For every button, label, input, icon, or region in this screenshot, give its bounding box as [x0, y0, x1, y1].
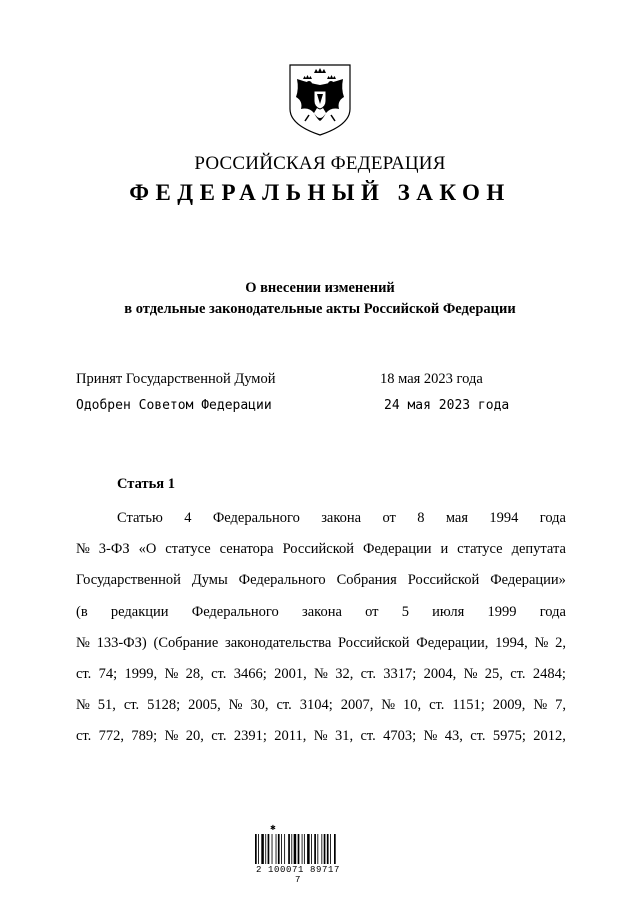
article-word: 8 [417, 510, 425, 526]
article-word: года [539, 603, 566, 620]
article-word: 1151; [452, 697, 485, 714]
article-word: 2484; [532, 665, 566, 682]
article-word: Государственной [76, 572, 181, 589]
barcode-bar [278, 834, 280, 864]
article-word: мая [445, 510, 469, 526]
article-word: 2391; [233, 728, 267, 745]
barcode-bar [327, 834, 329, 864]
barcode-bar [330, 834, 331, 864]
article-word: Собрания [336, 572, 397, 589]
article-word: Федерального [238, 572, 326, 589]
article-word: № [423, 728, 438, 745]
article-word: Федерального [212, 510, 300, 526]
adoption-council-date: 24 мая 2023 года [384, 398, 510, 413]
article-line [76, 538, 566, 569]
article-word: № [534, 634, 549, 651]
article-word: 789; [131, 728, 158, 745]
barcode-bar [314, 834, 316, 864]
article-word: 3104; [299, 697, 333, 714]
article-word: ст. [123, 697, 140, 714]
article-word: 32, [335, 665, 354, 682]
article-word: 1994, [495, 634, 528, 651]
article-word: ст. [470, 728, 486, 745]
article-word: ст. [360, 728, 376, 745]
article-word: 2007, [340, 697, 374, 714]
document-type: ФЕДЕРАЛЬНЫЙ ЗАКОН [129, 180, 511, 205]
article-word: № [313, 728, 328, 745]
article-word: законодательства [225, 634, 332, 651]
law-title [0, 278, 640, 320]
article-word: закона [321, 510, 362, 526]
article-word: 25, [484, 665, 503, 682]
barcode-bar [268, 834, 270, 864]
barcode-number: 2 100071 89717 7 [255, 865, 340, 885]
article-word: ст. [510, 665, 526, 682]
barcode-bar [307, 834, 310, 864]
article-word: статусе [457, 541, 503, 558]
article-word: от [382, 510, 396, 526]
article-word: № [314, 665, 328, 682]
article-word: 1994 [489, 510, 519, 526]
barcode-bar [304, 834, 305, 864]
article-word: редакции [110, 603, 169, 620]
article-word: 10, [403, 697, 422, 714]
article-line [76, 725, 566, 756]
article-word: 5128; [147, 697, 181, 714]
article-word: № [164, 665, 179, 682]
article-word: и [440, 541, 449, 558]
article-word: ст. [429, 697, 445, 714]
article-word: ст. [76, 665, 92, 682]
article-word: 51, [97, 697, 116, 714]
article-word: 43, [444, 728, 463, 745]
article-word: 2001, [274, 665, 307, 682]
adoption-council-label: Одобрен Советом Федерации [76, 398, 272, 413]
article-word: Федерации [363, 541, 432, 558]
article-word: 3-ФЗ [98, 541, 130, 558]
article-word: 2005, [188, 697, 221, 714]
article-word: 28, [185, 665, 204, 682]
article-word: ст. [76, 728, 92, 745]
article-word: 5 [401, 603, 409, 620]
article-word: ст. [211, 665, 227, 682]
article-line [76, 601, 566, 632]
article-line [76, 632, 566, 663]
barcode-bar [302, 834, 303, 864]
article-word: 30, [250, 697, 269, 714]
law-title-line: в отдельные законодательные акты Российской Федерации [124, 301, 516, 317]
article-word: (Собрание [153, 634, 219, 651]
article-line [76, 569, 566, 600]
article-word: № [228, 697, 243, 714]
article-word: Федерального [191, 603, 279, 620]
barcode-bar [324, 834, 326, 864]
barcode-bar [276, 834, 277, 864]
article-word: 4 [184, 510, 192, 526]
barcode-bar [294, 834, 297, 864]
barcode-bar [311, 834, 312, 864]
article-word: года [539, 510, 566, 526]
article-word: № [381, 697, 396, 714]
article-word: «О [138, 541, 157, 558]
barcode-bar [321, 834, 322, 864]
article-word: 5975; [492, 728, 526, 745]
article-word: ст. [360, 665, 376, 682]
coat-of-arms-icon [287, 63, 353, 137]
article-word: от [365, 603, 379, 620]
article-word: № [164, 728, 179, 745]
article-word: Думы [191, 572, 228, 589]
barcode-bar [281, 834, 282, 864]
article-word: депутата [511, 541, 566, 558]
article-word: 1999 [487, 603, 517, 620]
barcode-bar [291, 834, 292, 864]
article-word: ст. [211, 728, 227, 745]
article-word: Российской [407, 572, 480, 589]
barcode-bar [265, 834, 266, 864]
barcode-bar [258, 834, 259, 864]
article-word: (в [76, 603, 88, 620]
barcode-bar [298, 834, 300, 864]
article-word: 7, [555, 697, 566, 714]
article-line [76, 694, 566, 725]
article-word: № [76, 697, 90, 714]
barcode-logo: ✱ [270, 824, 276, 832]
article-word: 2, [555, 634, 566, 651]
article-word: 31, [334, 728, 354, 745]
country-name: РОССИЙСКАЯ ФЕДЕРАЦИЯ [194, 153, 446, 174]
article-word: 74; [98, 665, 118, 682]
article-word: Статью [117, 510, 163, 526]
article-line [76, 507, 566, 538]
article-word: 4703; [383, 728, 417, 745]
barcode-bar [288, 834, 290, 864]
article-word: 133-ФЗ) [96, 634, 147, 651]
article-word: сенатора [219, 541, 274, 558]
adoption-duma-label: Принят Государственной Думой [76, 371, 276, 387]
article-word: 1999, [124, 665, 158, 682]
article-word: Федерации» [490, 572, 566, 589]
article-word: 2011, [274, 728, 307, 745]
article-word: статусе [165, 541, 211, 558]
barcode-bar [255, 834, 257, 864]
article-word: 20, [185, 728, 204, 745]
barcode-bar [261, 834, 264, 864]
article-word: 2012, [533, 728, 566, 745]
article-word: № [76, 541, 90, 558]
article-word: 3466; [233, 665, 267, 682]
article-word: 3317; [383, 665, 417, 682]
article-word: Федерации, [416, 634, 489, 651]
article-word: Российской [282, 541, 355, 558]
law-title-line: О внесении изменений [245, 280, 395, 296]
article-line [76, 663, 566, 694]
article-word: ст. [276, 697, 292, 714]
article-body [76, 507, 566, 757]
barcode-bar [284, 834, 285, 864]
article-word: № [463, 665, 478, 682]
article-word: № [533, 697, 548, 714]
barcode-bar [317, 834, 318, 864]
article-heading: Статья 1 [117, 476, 175, 492]
article-word: 2009, [492, 697, 526, 714]
article-word: Российской [338, 634, 410, 651]
article-word: закона [301, 603, 342, 620]
barcode-bar [272, 834, 273, 864]
adoption-duma-date: 18 мая 2023 года [380, 371, 483, 387]
article-word: 772, [98, 728, 125, 745]
barcode-bar [334, 834, 336, 864]
article-word: июля [432, 603, 465, 620]
article-word: № [76, 634, 90, 651]
article-word: 2004, [423, 665, 457, 682]
